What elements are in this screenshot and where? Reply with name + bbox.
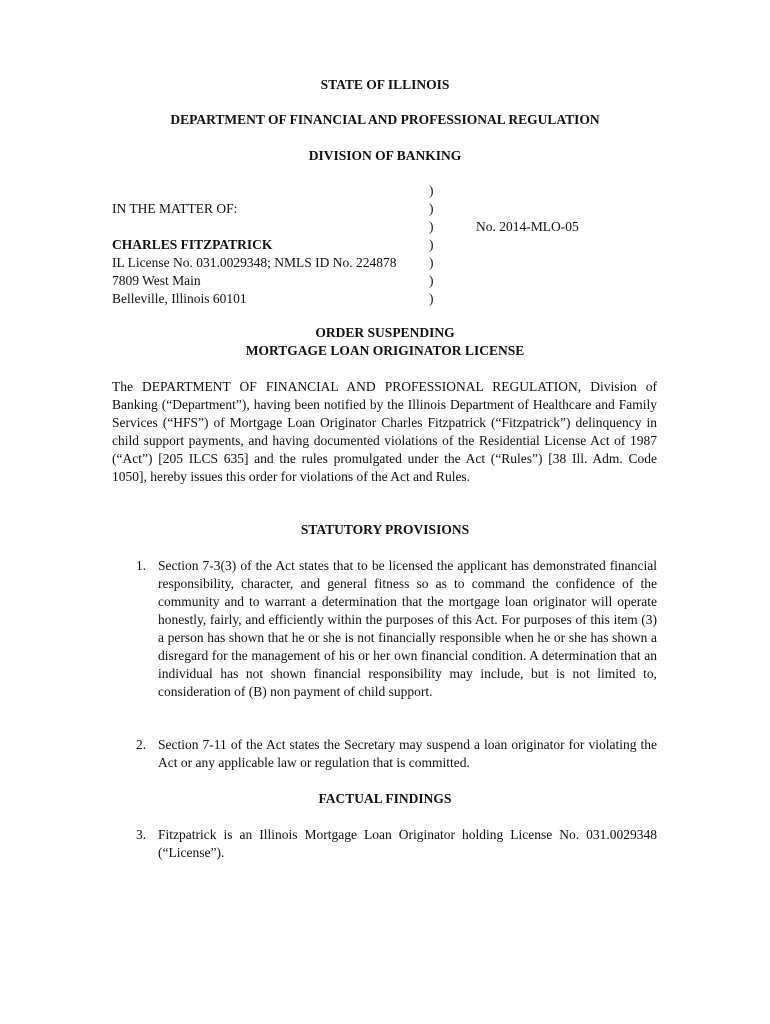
respondent-name: CHARLES FITZPATRICK (112, 237, 273, 252)
statutory-heading: STATUTORY PROVISIONS (300, 522, 470, 537)
caption-paren: ) (429, 291, 434, 306)
caption-paren: ) (429, 219, 434, 234)
item-number: 3. (136, 827, 147, 842)
item-number: 1. (136, 558, 147, 573)
caption-paren: ) (429, 183, 434, 198)
address-line-1: 7809 West Main (112, 273, 201, 288)
caption-paren: ) (429, 273, 434, 288)
license-line: IL License No. 031.0029348; NMLS ID No. 224878 (112, 255, 397, 270)
item-text: Section 7-3(3) of the Act states that to be licensed the applicant has demonstrated financial responsibility, character, and general fitness so as to command the confidence of the community and to warrant a determination that the mortgage loan originator will operate honestly, fairly, and efficiently within the purposes of this Act. For purposes of this item (3) a person has shown that he or she is not financially responsible when he or she has shown a disregard for the management of his or her own financial condition. A determination that an individual has not shown financial responsibility may include, but is not limited to, consideration of (B) non payment of child support. (158, 558, 657, 699)
header-department: DEPARTMENT OF FINANCIAL AND PROFESSIONAL REGULATION (170, 112, 600, 127)
header-division: DIVISION OF BANKING (308, 148, 462, 163)
item-text: Section 7-11 of the Act states the Secretary may suspend a loan originator for violating the Act or any applicable law or regulation that is committed. (158, 737, 657, 770)
item-text: Fitzpatrick is an Illinois Mortgage Loan Originator holding License No. 031.0029348 (“License”). (158, 827, 657, 860)
factual-heading: FACTUAL FINDINGS (318, 791, 452, 806)
case-number: No. 2014-MLO-05 (476, 219, 579, 234)
caption-paren: ) (429, 255, 434, 270)
caption-paren: ) (429, 201, 434, 216)
intro-paragraph: The DEPARTMENT OF FINANCIAL AND PROFESSIONAL REGULATION, Division of Banking (“Department”), having been notified by the Illinois Department of Healthcare and Family Services (“HFS”) of Mortgage Loan Originator Charles Fitzpatrick (“Fitzpatrick”) delinquency in child support payments, and having documented violations of the Residential License Act of 1987 (“Act”) [205 ILCS 635] and the rules promulgated under the Act (“Rules”) [38 Ill. Adm. Code 1050], hereby issues this order for violations of the Act and Rules. (112, 379, 657, 484)
order-title-line-2: MORTGAGE LOAN ORIGINATOR LICENSE (245, 343, 525, 358)
in-the-matter-label: IN THE MATTER OF: (112, 201, 238, 216)
address-line-2: Belleville, Illinois 60101 (112, 291, 247, 306)
caption-paren: ) (429, 237, 434, 252)
header-state: STATE OF ILLINOIS (320, 77, 450, 92)
order-title-line-1: ORDER SUSPENDING (315, 325, 455, 340)
item-number: 2. (136, 737, 147, 752)
